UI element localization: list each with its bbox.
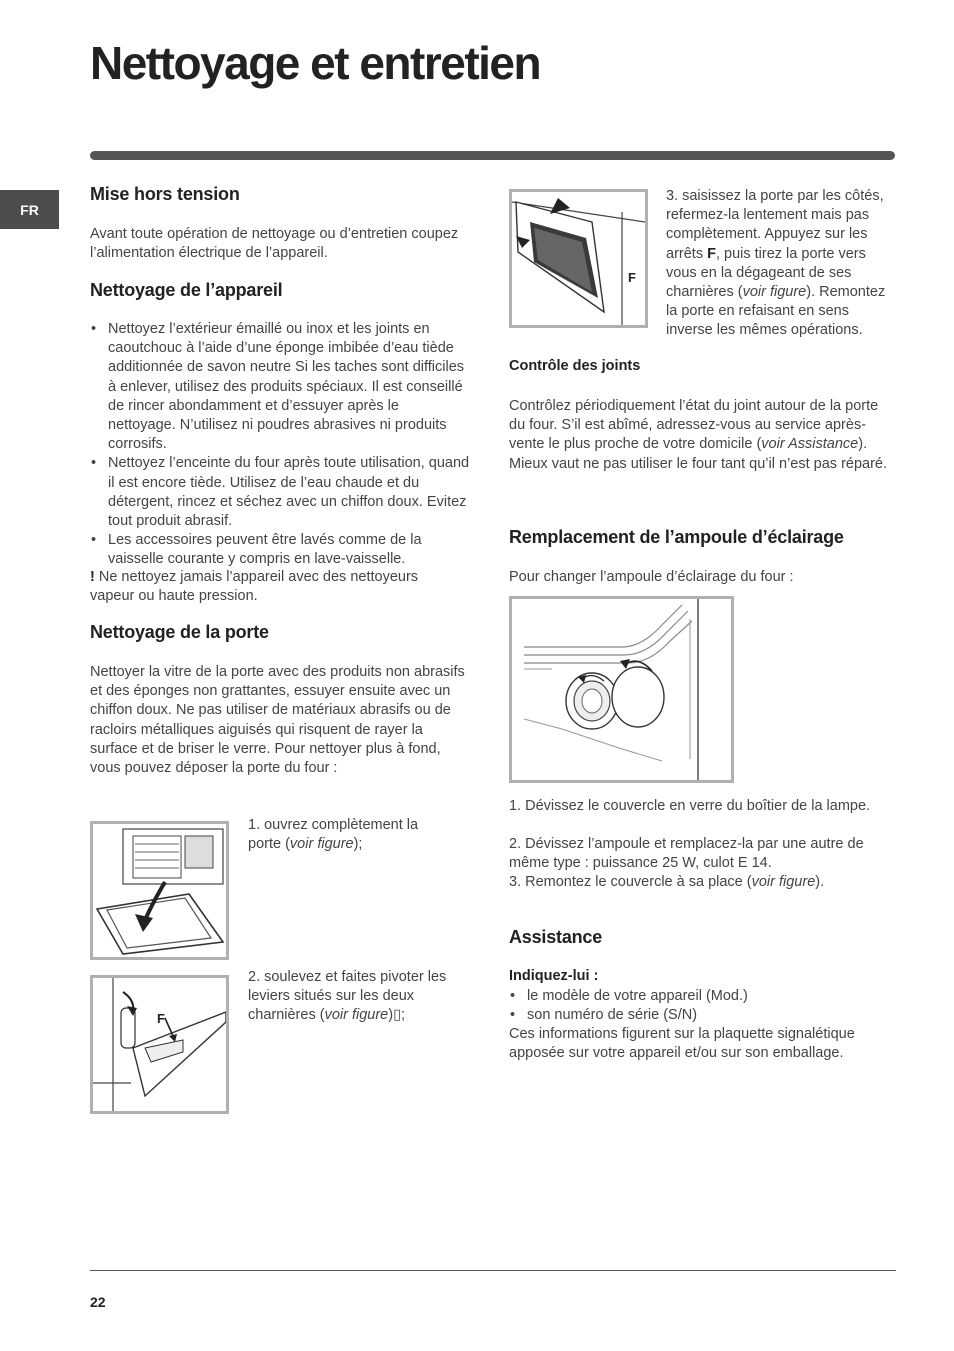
text-ampoule-intro: Pour changer l’ampoule d’éclairage du four : bbox=[509, 569, 794, 585]
list-item: • Les accessoires peuvent être lavés comme de la vaisselle courante y compris en lave-vaisselle. bbox=[91, 532, 422, 568]
hinge-lever-illustration bbox=[93, 978, 226, 1111]
text-assistance: Ces informations figurent sur la plaquette signalétique apposée sur votre appareil et/ou sur son emballage. bbox=[509, 1026, 855, 1062]
door-removal-illustration bbox=[512, 192, 645, 325]
oven-lamp-illustration bbox=[512, 599, 731, 780]
warning-pressure-cleaners: ! Ne nettoyez jamais l’appareil avec des nettoyeurs vapeur ou haute pression. bbox=[90, 569, 419, 605]
figure-bulb-replacement bbox=[509, 596, 734, 783]
list-item: • Nettoyez l’extérieur émaillé ou inox et les joints en caoutchouc à l’aide d’une éponge imbibée d’eau tiède additionnée de savon neutre Si les taches sont difficiles à enlever, utilisez des produits spéciaux. Il est conseillé de rincer abondamment et d’essuyer après le nettoyage. N’utilisez ni poudres abrasives ni produits corrosifs. bbox=[91, 321, 465, 453]
bullet-mark: • bbox=[91, 532, 97, 549]
oven-door-open-illustration bbox=[93, 824, 226, 957]
bullet-mark: • bbox=[91, 455, 97, 472]
figure-remove-door bbox=[509, 189, 648, 328]
list-item: • Nettoyez l’enceinte du four après toute utilisation, quand il est encore tiède. Utilisez de l’eau chaude et du détergent, rincez et séchez avec un chiffon doux. Evitez tout produit abrasif. bbox=[91, 455, 470, 530]
heading-nettoyage-appareil: Nettoyage de l’appareil bbox=[90, 280, 283, 300]
bullet-mark: • bbox=[91, 321, 97, 337]
text-controle-joints: Contrôlez périodiquement l’état du joint autour de la porte du four. S’il est abîmé, adressez-vous au service après-vente le plus proche de votre domicile (voir Assistance). Mieux vaut ne pas utiliser le four tant qu’il n’est pas réparé. bbox=[509, 398, 888, 472]
figure-open-door bbox=[90, 821, 229, 960]
page-number: 22 bbox=[90, 1294, 106, 1310]
assistance-subheading: Indiquez-lui : bbox=[509, 968, 599, 984]
heading-assistance: Assistance bbox=[509, 927, 603, 947]
ampoule-step3: 3. Remontez le couvercle à sa place (voir figure). bbox=[509, 874, 825, 890]
warning-mark: ! bbox=[90, 569, 95, 585]
bullet-mark: • bbox=[510, 988, 516, 1004]
figure-hinge-levers bbox=[90, 975, 229, 1114]
ampoule-step2: 2. Dévissez l’ampoule et remplacez-la par une autre de même type : puissance 25 W, culot E 14. bbox=[509, 836, 864, 872]
bullet-mark: • bbox=[510, 1007, 516, 1024]
step3-text: 3. saisissez la porte par les côtés, refermez-la lentement mais pas complètement. Appuyez sur les arrêts F, puis tirez la porte vers vous en la dégageant de ses charnières (voir figure). Remontez la porte en refaisant en sens inverse les mêmes opérations. bbox=[666, 188, 886, 339]
heading-nettoyage-porte: Nettoyage de la porte bbox=[90, 622, 269, 642]
text-nettoyage-porte: Nettoyer la vitre de la porte avec des produits non abrasifs et des éponges non grattantes, essuyer ensuite avec un chiffon doux. Ne pas utiliser de matériaux abrasifs ou de racloirs métalliques aiguisés qui risquent de rayer la surface et de briser le verre. Pour nettoyer plus à fond, vous pouvez déposer la porte du four : bbox=[90, 664, 465, 777]
heading-mise-hors-tension: Mise hors tension bbox=[90, 184, 240, 204]
list-item: • le modèle de votre appareil (Mod.) bbox=[509, 987, 894, 1006]
figure-label-f: F bbox=[628, 270, 636, 285]
list-assistance bbox=[509, 987, 894, 1025]
step1-text: 1. ouvrez complètement la porte (voir figure); bbox=[248, 817, 419, 853]
text-mise-hors-tension: Avant toute opération de nettoyage ou d’entretien coupez l’alimentation électrique de l’appareil. bbox=[90, 226, 459, 262]
footer-divider bbox=[90, 1270, 896, 1271]
title-divider-bar bbox=[90, 151, 895, 160]
page-title: Nettoyage et entretien bbox=[90, 37, 541, 89]
list-nettoyage-appareil bbox=[90, 320, 470, 570]
ampoule-step1: 1. Dévissez le couvercle en verre du boîtier de la lampe. bbox=[509, 798, 871, 814]
heading-remplacement-ampoule: Remplacement de l’ampoule d’éclairage bbox=[509, 527, 844, 547]
list-item: • son numéro de série (S/N) bbox=[509, 1006, 894, 1025]
language-tab: FR bbox=[0, 190, 59, 229]
step2-text: 2. soulevez et faites pivoter les leviers situés sur les deux charnières (voir figure)▯; bbox=[248, 969, 447, 1024]
heading-controle-joints: Contrôle des joints bbox=[509, 358, 641, 374]
figure-label-f: F bbox=[157, 1011, 165, 1026]
